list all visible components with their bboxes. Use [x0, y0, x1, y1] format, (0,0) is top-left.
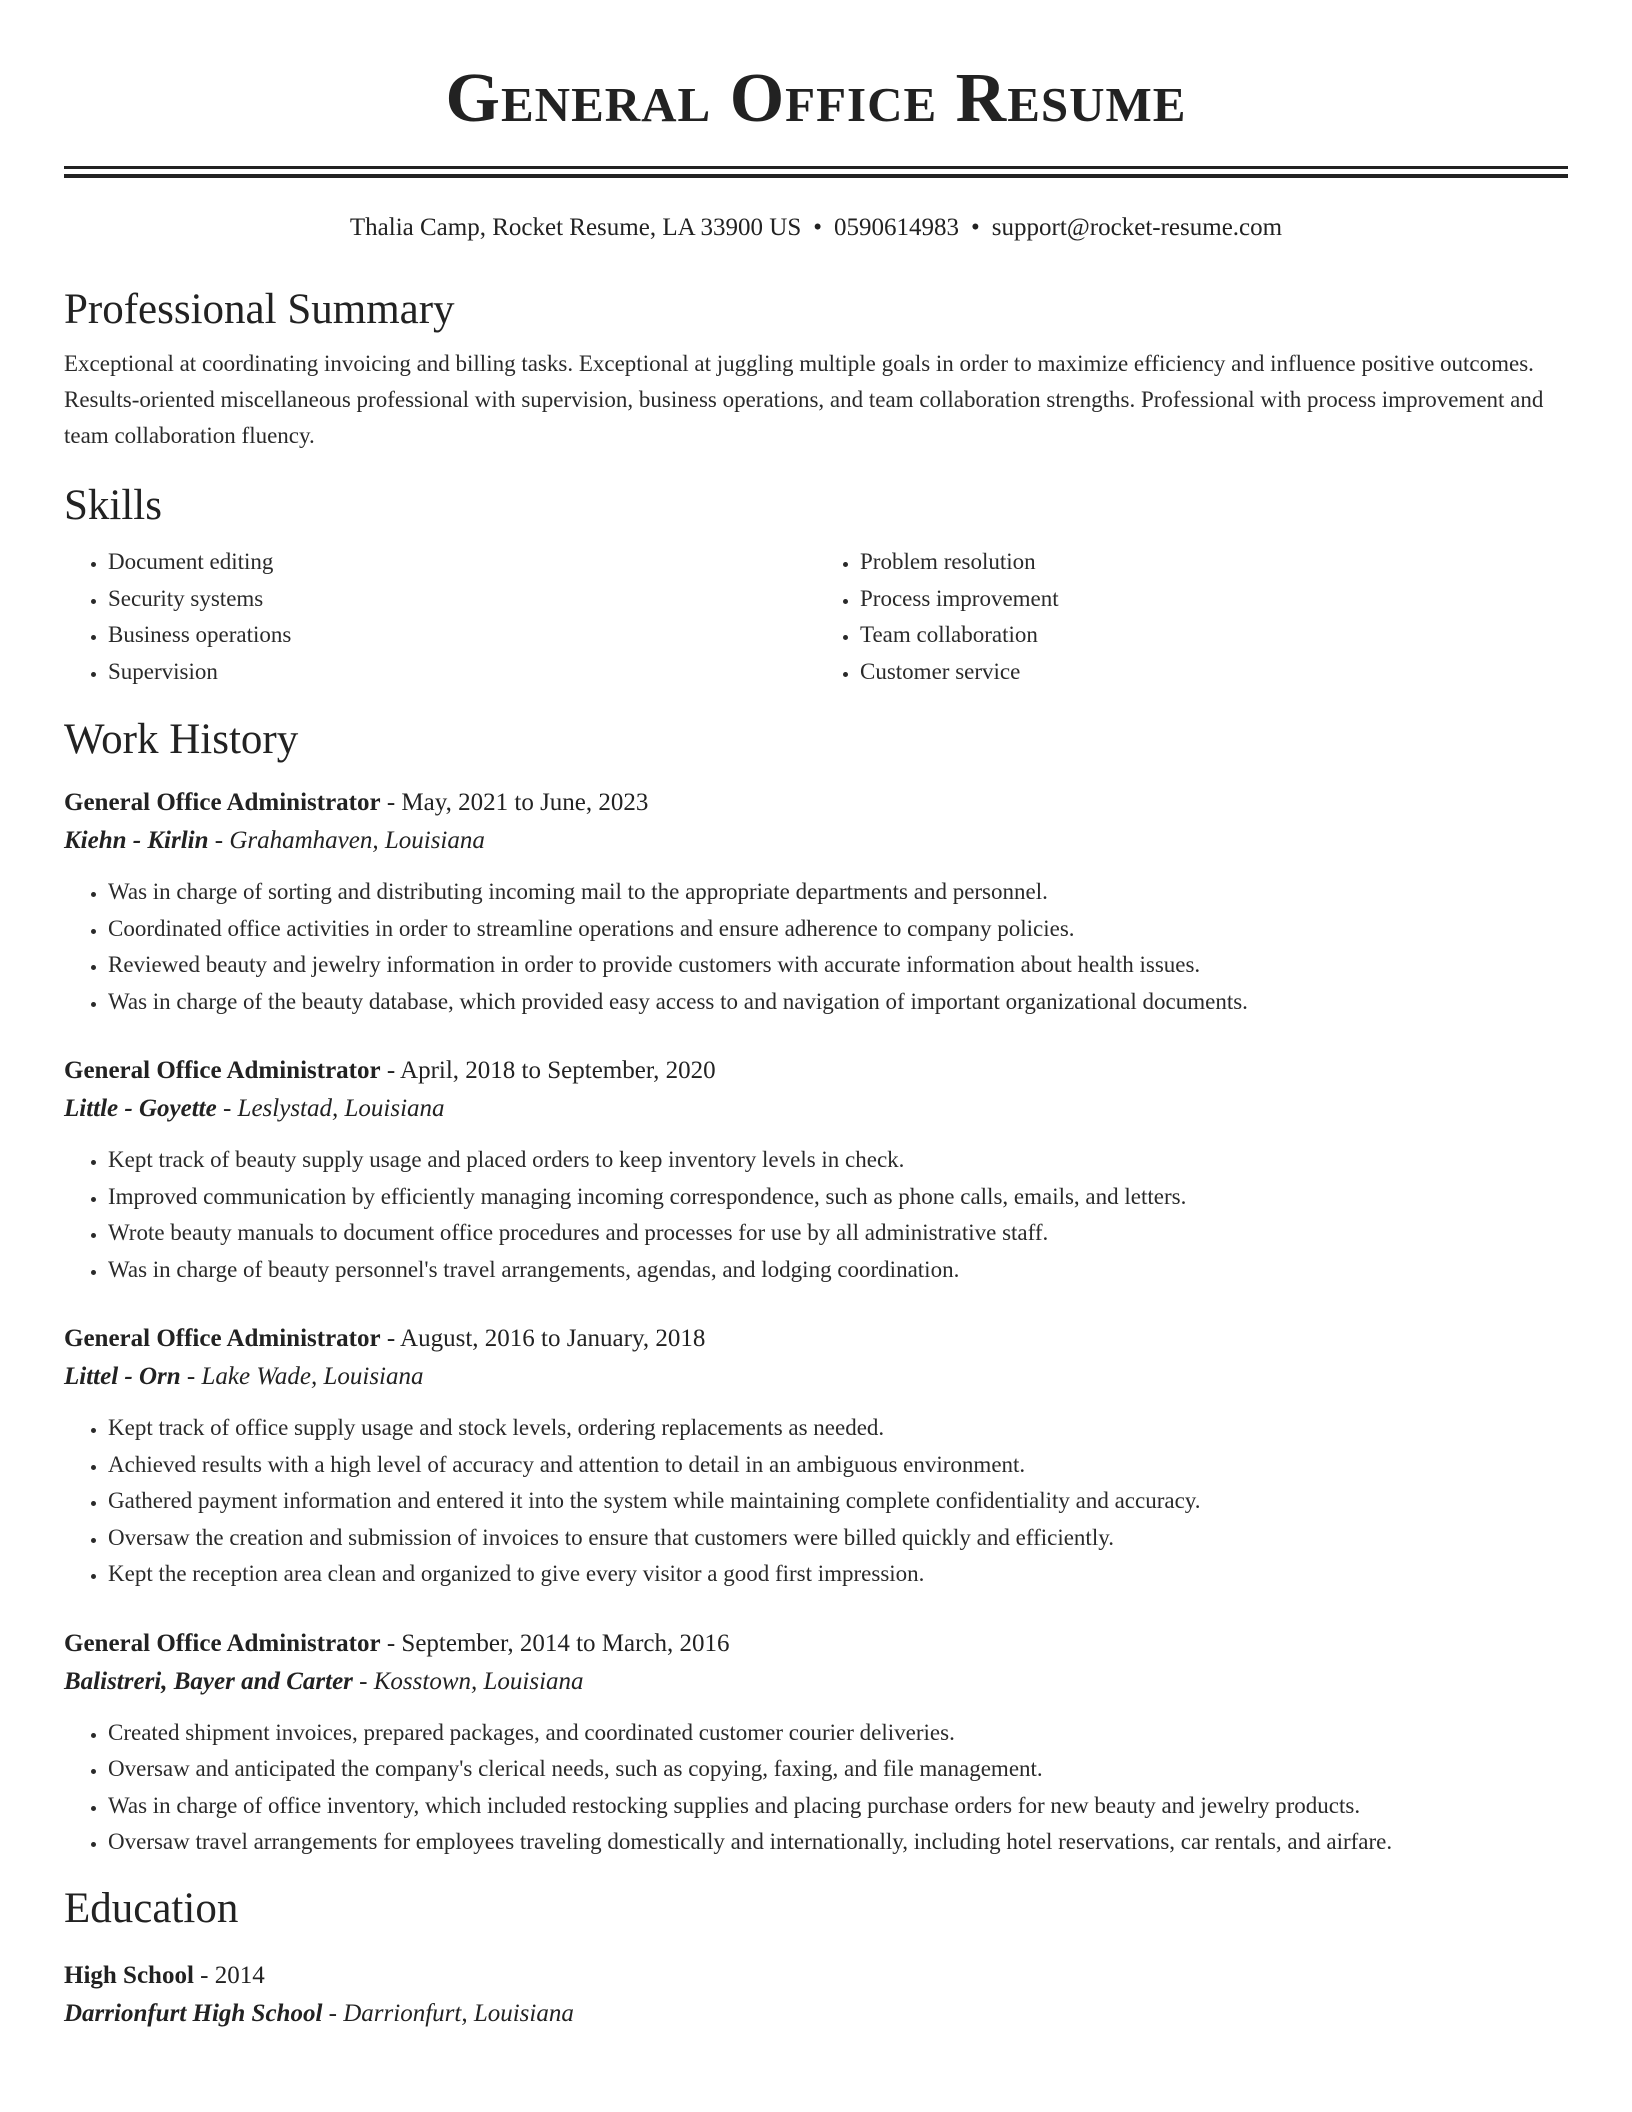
job-title: General Office Administrator [64, 789, 381, 816]
contact-address: Thalia Camp, Rocket Resume, LA 33900 US [349, 214, 802, 241]
skill-item: • Problem resolution [860, 544, 1568, 581]
skill-item: • Security systems [108, 581, 816, 618]
job-title-line [64, 1052, 1568, 1090]
skill-item: • Process improvement [860, 581, 1568, 618]
job-bullet: • Improved communication by efficiently managing incoming correspondence, such as phone calls, emails, and letters. [108, 1179, 1568, 1216]
job-bullet: • Kept the reception area clean and organized to give every visitor a good first impression. [108, 1556, 1568, 1593]
job-bullet: • Reviewed beauty and jewelry information in order to provide customers with accurate information about health issues. [108, 947, 1568, 984]
degree-line [64, 1957, 1568, 1995]
job-bullet: • Coordinated office activities in order to streamline operations and ensure adherence to company policies. [108, 911, 1568, 948]
summary-section [64, 284, 1568, 454]
job-dates: - September, 2014 to March, 2016 [380, 1629, 730, 1657]
employer-location: - Kosstown, Louisiana [352, 1667, 584, 1695]
job-bullet: • Oversaw and anticipated the company's clerical needs, such as copying, faxing, and file management. [108, 1751, 1568, 1788]
skills-heading: Skills [64, 482, 162, 529]
contact-separator: • [813, 214, 823, 241]
job-bullet: • Oversaw travel arrangements for employees traveling domestically and internationally, including hotel reservations, car rentals, and airfare. [108, 1824, 1568, 1861]
job-bullets [64, 1410, 1568, 1593]
job-bullet: • Achieved results with a high level of accuracy and attention to detail in an ambiguous environment. [108, 1447, 1568, 1484]
skill-item: • Supervision [108, 654, 816, 691]
job-title: General Office Administrator [64, 1057, 381, 1084]
employer-line [64, 822, 1568, 860]
employer-location: - Grahamhaven, Louisiana [208, 827, 485, 854]
education-section [64, 1883, 1568, 2033]
job-bullets [64, 874, 1568, 1020]
employer-line [64, 1090, 1568, 1128]
skills-section [64, 480, 1568, 690]
job-title-line [64, 1320, 1568, 1358]
employer-line [64, 1663, 1568, 1701]
summary-heading: Professional Summary [64, 286, 455, 333]
skill-item: • Team collaboration [860, 617, 1568, 654]
employer-name: Kiehn - Kirlin [64, 827, 209, 854]
job-bullets [64, 1142, 1568, 1288]
job-title-line [64, 1625, 1568, 1663]
skills-right-list [816, 544, 1568, 690]
skills-columns [64, 544, 1568, 690]
employer-name: Littel - Orn [64, 1363, 181, 1390]
employer-line [64, 1358, 1568, 1396]
job-entry [64, 1320, 1568, 1593]
job-title: General Office Administrator [64, 1325, 381, 1352]
job-bullet: • Was in charge of sorting and distributing incoming mail to the appropriate departments and personnel. [108, 874, 1568, 911]
job-title-line [64, 784, 1568, 822]
education-heading: Education [64, 1884, 239, 1932]
contact-email: support@rocket-resume.com [991, 214, 1283, 241]
job-bullet: • Kept track of beauty supply usage and placed orders to keep inventory levels in check. [108, 1142, 1568, 1179]
work-history-heading: Work History [64, 716, 299, 763]
job-bullet: • Was in charge of office inventory, which included restocking supplies and placing purchase orders for new beauty and jewelry products. [108, 1788, 1568, 1825]
skill-item: • Document editing [108, 544, 816, 581]
employer-name: Little - Goyette [64, 1095, 217, 1122]
job-entry [64, 1052, 1568, 1288]
contact-line [64, 210, 1568, 246]
job-bullet: • Wrote beauty manuals to document office procedures and processes for use by all administrative staff. [108, 1215, 1568, 1252]
skill-item: • Business operations [108, 617, 816, 654]
work-history-section [64, 714, 1568, 1861]
degree-year: - 2014 [193, 1961, 265, 1989]
employer-location: - Leslystad, Louisiana [216, 1095, 445, 1122]
job-dates: - April, 2018 to September, 2020 [380, 1057, 716, 1084]
contact-phone: 0590614983 [834, 214, 960, 241]
contact-separator: • [971, 214, 980, 241]
job-bullet: • Kept track of office supply usage and stock levels, ordering replacements as needed. [108, 1410, 1568, 1447]
school-line [64, 1995, 1568, 2033]
job-entry [64, 784, 1568, 1020]
resume-title: General Office Resume [445, 60, 1187, 137]
job-bullet: • Was in charge of beauty personnel's travel arrangements, agendas, and lodging coordination. [108, 1252, 1568, 1289]
job-bullet: • Was in charge of the beauty database, which provided easy access to and navigation of important organizational documents. [108, 984, 1568, 1021]
employer-name: Balistreri, Bayer and Carter [64, 1667, 353, 1695]
job-bullet: • Gathered payment information and entered it into the system while maintaining complete confidentiality and accuracy. [108, 1483, 1568, 1520]
education-entry [64, 1957, 1568, 2033]
job-title: General Office Administrator [64, 1629, 381, 1657]
school-name: Darrionfurt High School [64, 1999, 323, 2027]
job-entry [64, 1625, 1568, 1861]
degree-name: High School [64, 1961, 194, 1989]
title-double-rule [64, 166, 1568, 178]
job-dates: - August, 2016 to January, 2018 [380, 1325, 706, 1352]
skills-left-list [64, 544, 816, 690]
job-bullet: • Created shipment invoices, prepared packages, and coordinated customer courier deliveries. [108, 1715, 1568, 1752]
job-bullet: • Oversaw the creation and submission of invoices to ensure that customers were billed quickly and efficiently. [108, 1520, 1568, 1557]
job-dates: - May, 2021 to June, 2023 [380, 789, 649, 816]
employer-location: - Lake Wade, Louisiana [180, 1363, 424, 1390]
school-location: - Darrionfurt, Louisiana [322, 1999, 574, 2027]
summary-text: Exceptional at coordinating invoicing and billing tasks. Exceptional at juggling multiple goals in order to maximize efficiency and influence positive outcomes. Results-oriented miscellaneous professional with supervision, business operations, and team collaboration strengths. Professional with process improvement and team collaboration fluency. [64, 351, 1544, 448]
skill-item: • Customer service [860, 654, 1568, 691]
job-bullets [64, 1715, 1568, 1861]
